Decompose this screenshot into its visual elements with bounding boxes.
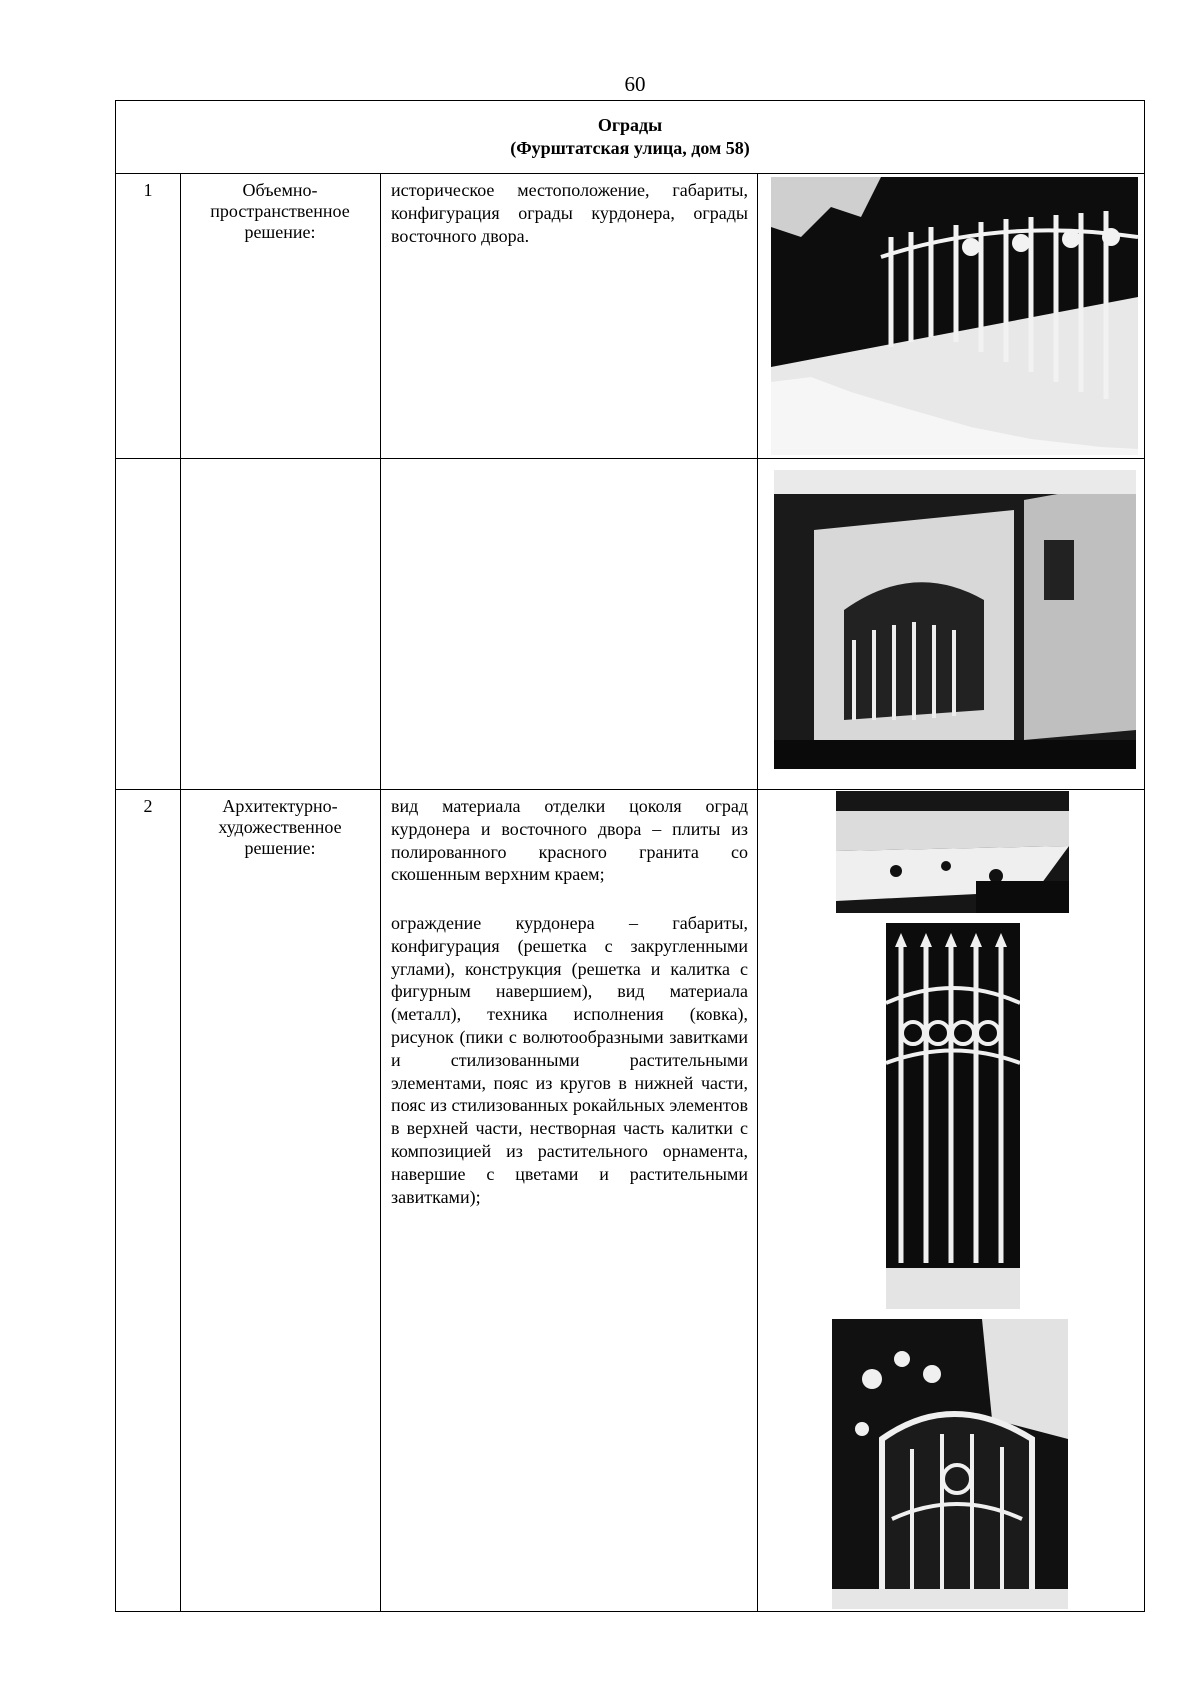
row-divider bbox=[116, 458, 1144, 459]
building-courtyard-photo bbox=[774, 470, 1136, 769]
row-description: историческое местоположение, габариты, конфигурация ограды курдонера, ограды восточного двора. bbox=[391, 180, 748, 246]
column-divider bbox=[380, 174, 381, 1611]
table-header bbox=[116, 101, 1144, 174]
granite-plinth-photo bbox=[836, 791, 1069, 913]
column-divider bbox=[757, 174, 758, 1611]
row-label-text: Объемно- пространственное решение: bbox=[210, 180, 350, 242]
row-label bbox=[180, 180, 380, 243]
row-description: вид материала отделки цоколя оград курдонера и восточного двора – плиты из полированного красного гранита со скошенным верхним краем; bbox=[391, 796, 748, 885]
row-divider bbox=[116, 789, 1144, 790]
gate-photo bbox=[832, 1319, 1068, 1609]
row-description: ограждение курдонера – габариты, конфигурация (решетка с закругленными углами), конструкция (решетка и калитка с фигурным навершием), вид материала (металл), техника исполнения (ковка), рисунок (пики с волютообразными завитками и стилизованными растительными элементами, пояс из кругов в нижней части, пояс из стилизованных рокайльных элементов в верхней части, нестворная часть калитки с композицией из растительного орнамента, навершие с цветами и растительными завитками); bbox=[391, 913, 748, 1207]
row-number: 2 bbox=[143, 796, 153, 816]
properties-table bbox=[115, 100, 1145, 1612]
fence-detail-photo bbox=[886, 923, 1020, 1309]
fence-photo bbox=[771, 177, 1138, 455]
page-number: 60 bbox=[624, 72, 646, 96]
row-label bbox=[180, 796, 380, 859]
section-subtitle: (Фурштатская улица, дом 58) bbox=[510, 138, 750, 158]
row-number: 1 bbox=[143, 180, 153, 200]
column-divider bbox=[180, 174, 181, 1611]
section-title: Ограды bbox=[597, 115, 663, 135]
row-label-text: Архитектурно- художественное решение: bbox=[218, 796, 342, 858]
